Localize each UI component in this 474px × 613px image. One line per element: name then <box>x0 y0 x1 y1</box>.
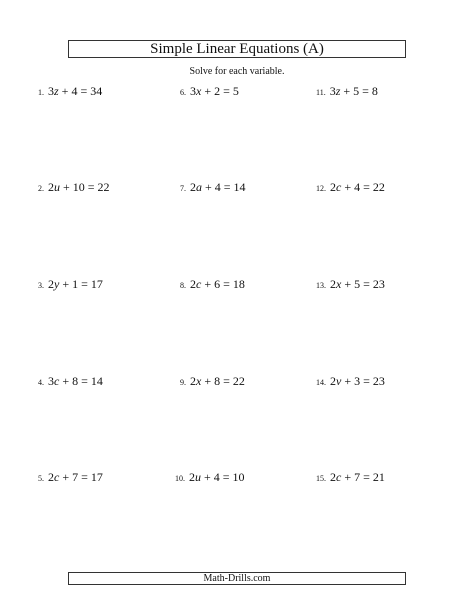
equation-coefficient: 2 <box>48 180 54 194</box>
problem-equation <box>330 470 385 485</box>
equation-coefficient: 2 <box>48 470 54 484</box>
equation-rest: + 4 = 10 <box>201 470 245 484</box>
equation-coefficient: 2 <box>330 277 336 291</box>
equation-variable: a <box>196 180 202 194</box>
equation-coefficient: 2 <box>330 374 336 388</box>
problem-number: 6. <box>180 88 186 97</box>
equation-coefficient: 2 <box>48 277 54 291</box>
equation-variable: x <box>336 277 342 291</box>
equation-rest: + 8 = 22 <box>201 374 245 388</box>
problem-equation <box>48 470 103 485</box>
equation-rest: + 4 = 34 <box>58 84 103 98</box>
problem-8 <box>180 277 245 293</box>
equation-rest: + 4 = 22 <box>341 180 385 194</box>
footer-site-name: Math-Drills.com <box>203 572 271 584</box>
worksheet-title-box <box>68 40 406 58</box>
problem-equation <box>190 84 239 99</box>
problem-3 <box>38 277 103 293</box>
problem-2 <box>38 180 110 196</box>
worksheet-instructions: Solve for each variable. <box>189 66 285 77</box>
problem-number: 9. <box>180 378 186 387</box>
problem-equation <box>48 84 102 99</box>
problem-number: 10. <box>175 474 185 483</box>
problem-number: 7. <box>180 184 186 193</box>
worksheet-title: Simple Linear Equations (A) <box>150 40 324 57</box>
problem-equation <box>189 470 245 485</box>
equation-variable: y <box>54 277 60 291</box>
footer-box <box>68 572 406 585</box>
problem-number: 3. <box>38 281 44 290</box>
equation-coefficient: 2 <box>189 470 195 484</box>
equation-rest: + 6 = 18 <box>201 277 245 291</box>
problem-15 <box>316 470 385 486</box>
equation-coefficient: 2 <box>190 374 196 388</box>
problem-5 <box>38 470 103 486</box>
equation-variable: z <box>335 84 341 98</box>
problem-9 <box>180 374 245 390</box>
problem-number: 13. <box>316 281 326 290</box>
equation-variable: z <box>54 84 59 98</box>
problem-7 <box>180 180 246 196</box>
problem-number: 1. <box>38 88 44 97</box>
equation-variable: c <box>196 277 202 291</box>
equation-rest: + 5 = 8 <box>340 84 378 98</box>
equation-coefficient: 2 <box>190 277 196 291</box>
problem-equation <box>190 374 245 389</box>
equation-variable: c <box>54 374 60 388</box>
equation-coefficient: 2 <box>330 470 336 484</box>
equation-rest: + 2 = 5 <box>201 84 239 98</box>
problem-equation <box>330 84 378 99</box>
equation-variable: u <box>54 180 60 194</box>
equation-variable: c <box>54 470 60 484</box>
problem-number: 15. <box>316 474 326 483</box>
problem-equation <box>330 180 385 195</box>
problem-equation <box>190 180 246 195</box>
problem-10 <box>175 470 245 486</box>
problem-number: 14. <box>316 378 326 387</box>
problem-number: 12. <box>316 184 326 193</box>
problem-12 <box>316 180 385 196</box>
equation-variable: c <box>336 180 342 194</box>
equation-variable: x <box>196 84 202 98</box>
equation-rest: + 7 = 21 <box>341 470 385 484</box>
equation-variable: v <box>336 374 342 388</box>
problem-equation <box>48 180 110 195</box>
problem-14 <box>316 374 385 390</box>
equation-rest: + 3 = 23 <box>341 374 385 388</box>
equation-rest: + 1 = 17 <box>59 277 103 291</box>
equation-rest: + 5 = 23 <box>341 277 385 291</box>
equation-rest: + 7 = 17 <box>59 470 103 484</box>
problem-equation <box>330 374 385 389</box>
equation-variable: x <box>196 374 202 388</box>
equation-coefficient: 3 <box>48 84 54 98</box>
problem-13 <box>316 277 385 293</box>
equation-rest: + 10 = 22 <box>60 180 110 194</box>
problem-number: 4. <box>38 378 44 387</box>
problem-equation <box>330 277 385 292</box>
problem-4 <box>38 374 103 390</box>
problem-6 <box>180 84 239 100</box>
problem-equation <box>190 277 245 292</box>
problem-number: 2. <box>38 184 44 193</box>
equation-variable: c <box>336 470 342 484</box>
equation-variable: u <box>195 470 201 484</box>
equation-coefficient: 3 <box>48 374 54 388</box>
equation-rest: + 8 = 14 <box>59 374 103 388</box>
equation-coefficient: 3 <box>329 84 336 98</box>
equation-coefficient: 2 <box>330 180 336 194</box>
problem-1 <box>38 84 102 100</box>
equation-coefficient: 2 <box>190 180 196 194</box>
problem-number: 8. <box>180 281 186 290</box>
equation-rest: + 4 = 14 <box>202 180 246 194</box>
problem-11 <box>316 84 378 100</box>
problem-number: 5. <box>38 474 44 483</box>
problem-equation <box>48 374 103 389</box>
equation-coefficient: 3 <box>190 84 196 98</box>
problem-equation <box>48 277 103 292</box>
problem-number: 11. <box>316 88 326 97</box>
